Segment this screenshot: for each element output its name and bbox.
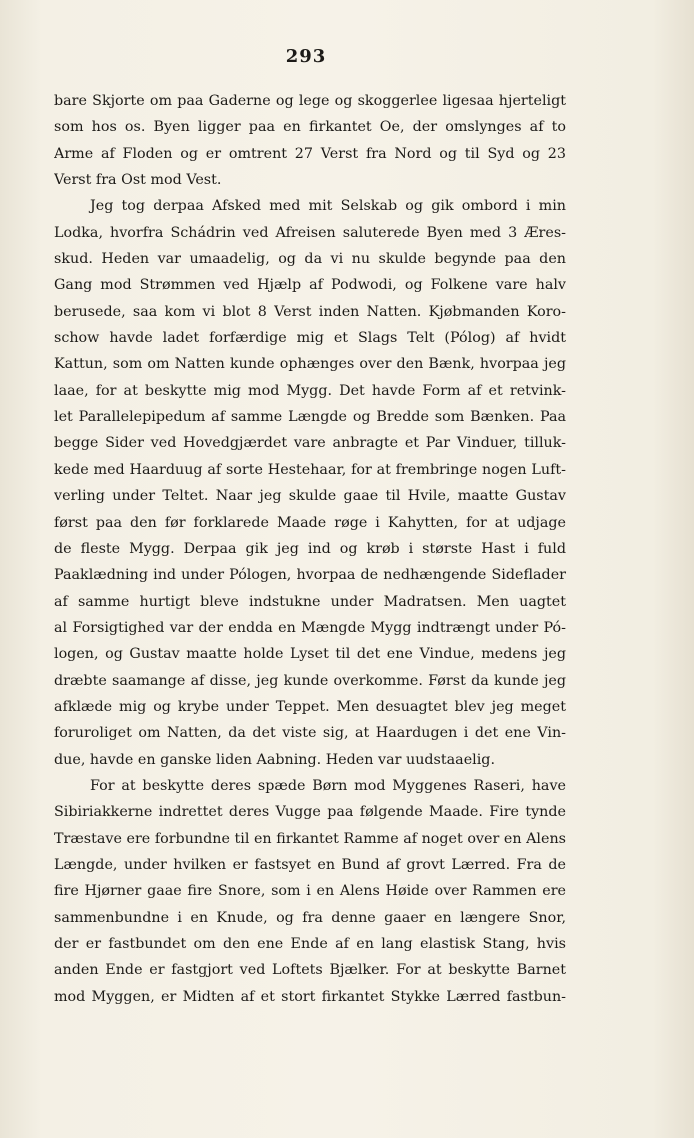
- text-line: mod Myggen, er Midten af et stort firkantet Stykke Lærred fastbun-: [54, 988, 566, 1005]
- text-line: de fleste Mygg. Derpaa gik jeg ind og krøb i største Hast i fuld: [54, 540, 566, 557]
- text-line: For at beskytte deres spæde Børn mod Myggenes Raseri, have: [90, 777, 566, 794]
- text-line: sammenbundne i en Knude, og fra denne gaaer en længere Snor,: [54, 909, 566, 926]
- text-line: bare Skjorte om paa Gaderne og lege og skoggerlee ligesaa hjerteligt: [54, 93, 566, 109]
- text-line: anden Ende er fastgjort ved Loftets Bjælker. For at beskytte Barnet: [54, 962, 566, 979]
- text-line: Paaklædning ind under Pólogen, hvorpaa de nedhængende Sideflader: [54, 567, 566, 584]
- text-line: schow havde ladet forfærdige mig et Slags Telt (Pólog) af hvidt: [54, 330, 566, 347]
- text-line: Kattun, som om Natten kunde ophænges over den Bænk, hvorpaa jeg: [54, 356, 566, 373]
- text-line: Arme af Floden og er omtrent 27 Verst fra Nord og til Syd og 23: [54, 145, 566, 162]
- text-line: Sibiriakkerne indrettet deres Vugge paa følgende Maade. Fire tynde: [54, 804, 566, 821]
- text-line: Lodka, hvorfra Schádrin ved Afreisen saluterede Byen med 3 Æres-: [54, 224, 566, 241]
- text-line: Længde, under hvilken er fastsyet en Bund af grovt Lærred. Fra de: [54, 856, 566, 873]
- text-line: Gang mod Strømmen ved Hjælp af Podwodi, og Folkene vare halv: [54, 277, 566, 294]
- text-line: let Parallelepipedum af samme Længde og Bredde som Bænken. Paa: [54, 409, 566, 426]
- text-line: fire Hjørner gaae fire Snore, som i en Alens Høide over Rammen ere: [54, 883, 566, 900]
- text-line: Jeg tog derpaa Afsked med mit Selskab og gik ombord i min: [90, 198, 566, 215]
- text-line: laae, for at beskytte mig mod Mygg. Det havde Form af et retvink-: [54, 382, 566, 399]
- text-line: begge Sider ved Hovedgjærdet vare anbragte et Par Vinduer, tilluk-: [54, 435, 566, 452]
- page-number: 293: [285, 46, 327, 67]
- text-line: af samme hurtigt bleve indstukne under Madratsen. Men uagtet: [54, 593, 566, 610]
- text-line: due, havde en ganske liden Aabning. Heden var uudstaaelig.: [54, 751, 495, 768]
- text-line: som hos os. Byen ligger paa en firkantet Oe, der omslynges af to: [54, 119, 566, 136]
- text-line: først paa den før forklarede Maade røge i Kahytten, for at udjage: [54, 514, 566, 531]
- text-line: Træstave ere forbundne til en firkantet Ramme af noget over en Alens: [54, 830, 566, 847]
- text-line: al Forsigtighed var der endda en Mængde Mygg indtrængt under Pó-: [54, 619, 566, 636]
- text-line: verling under Teltet. Naar jeg skulde gaae til Hvile, maatte Gustav: [54, 488, 566, 505]
- text-line: der er fastbundet om den ene Ende af en lang elastisk Stang, hvis: [54, 936, 566, 952]
- text-line: afklæde mig og krybe under Teppet. Men desuagtet blev jeg meget: [54, 698, 566, 715]
- text-line: dræbte saamange af disse, jeg kunde overkomme. Først da kunde jeg: [54, 672, 566, 689]
- text-line: berusede, saa kom vi blot 8 Verst inden Natten. Kjøbmanden Koro-: [54, 303, 566, 320]
- text-line: logen, og Gustav maatte holde Lyset til det ene Vindue, medens jeg: [54, 646, 566, 663]
- text-line: Verst fra Ost mod Vest.: [54, 172, 222, 189]
- text-line: foruroliget om Natten, da det viste sig, at Haardugen i det ene Vin-: [54, 725, 566, 742]
- text-line: skud. Heden var umaadelig, og da vi nu skulde begynde paa den: [54, 251, 566, 268]
- text-line: kede med Haarduug af sorte Hestehaar, for at frembringe nogen Luft-: [54, 461, 566, 478]
- body-text: [54, 88, 566, 1010]
